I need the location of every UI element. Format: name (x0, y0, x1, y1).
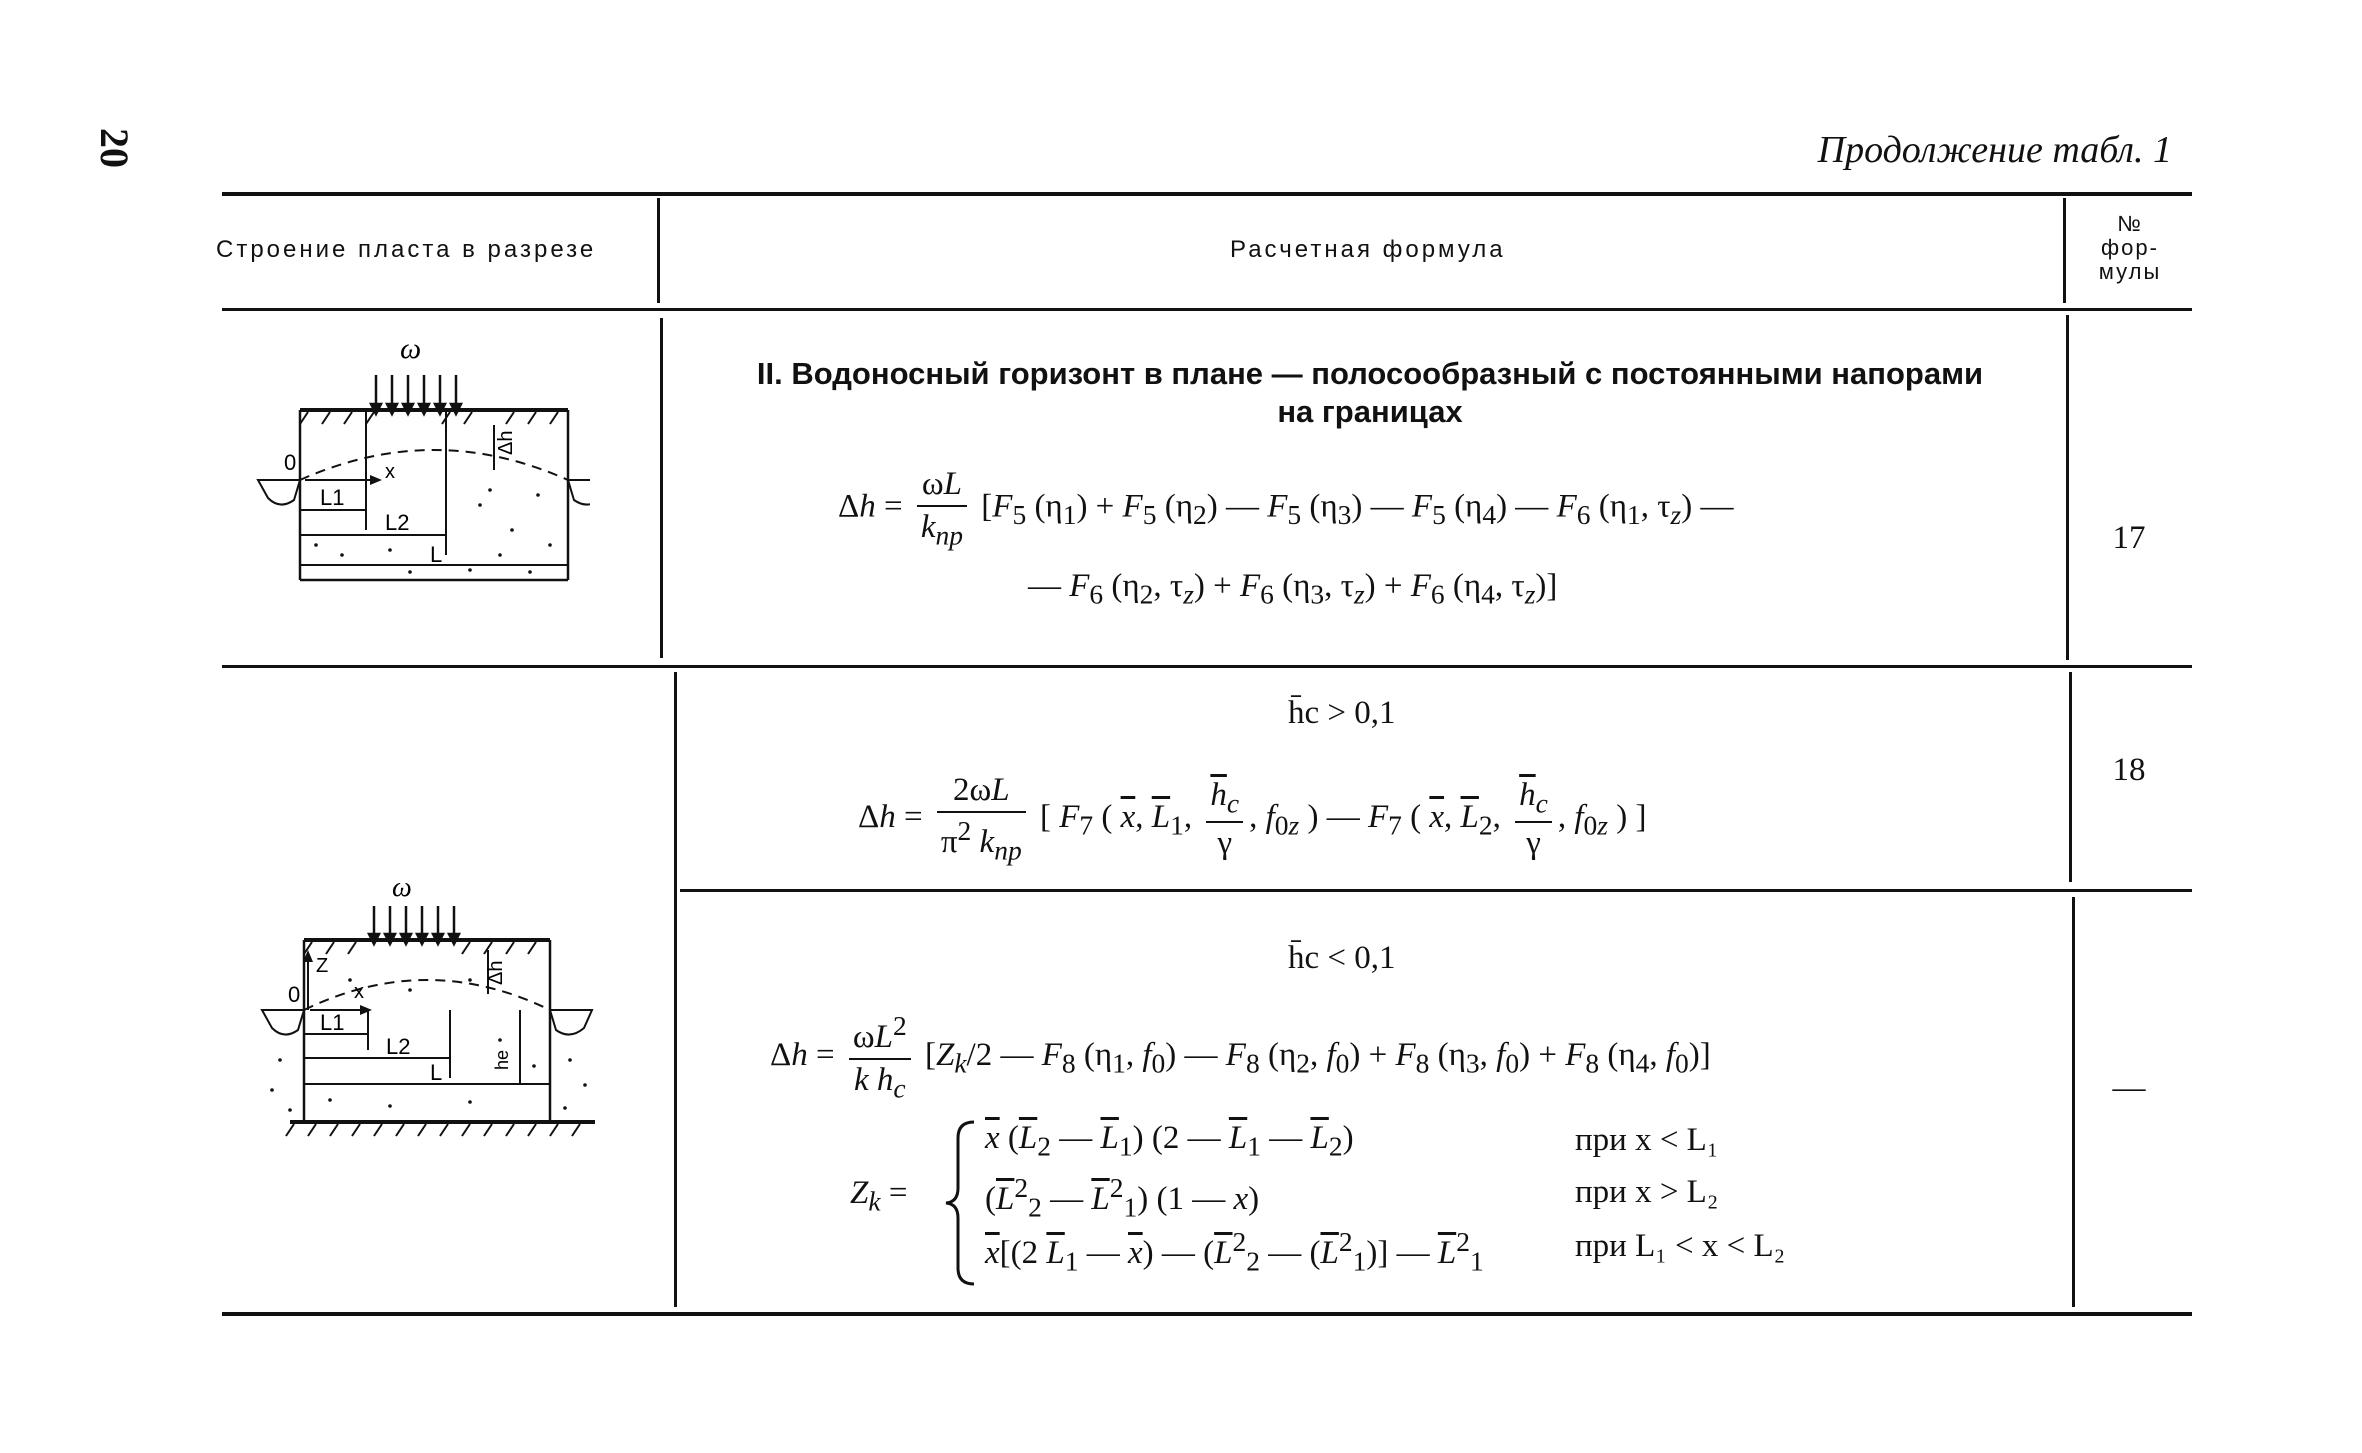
l-label-2: L (430, 1060, 443, 1085)
row2-bottom-rule (680, 889, 2192, 892)
header-num-line3: мулы (2098, 259, 2162, 284)
zk-condition-1: при x < L₁ (1575, 1122, 1719, 1158)
zk-condition-2: при x > L₂ (1575, 1174, 1719, 1210)
l-label: L (430, 542, 443, 567)
he-label: he (492, 1049, 512, 1070)
omega-label: ω (400, 332, 422, 365)
l1-label: L1 (320, 485, 345, 510)
header-bottom-rule (222, 308, 2192, 311)
zk-condition-3: при L₁ < x < L₂ (1575, 1228, 1786, 1264)
table-bottom-rule (222, 1312, 2192, 1316)
zk-case2: ($\overline{L}^2_2$ — $\overline{L}^2_1$) (1 — x) (985, 1172, 1260, 1223)
z-label: Z (316, 955, 329, 977)
row1-bottom-rule (222, 665, 2192, 668)
table-top-rule (222, 192, 2192, 196)
col2-separator-row1 (2066, 315, 2069, 660)
l2-label-2: L2 (386, 1034, 411, 1059)
omega-label-2: ω (392, 872, 412, 903)
zk-case1: $\overline{x}$ ($\overline{L}_2$ — $\overline{L}_1$) (2 — $\overline{L}_1$ — $\overline{L}_2$) (985, 1120, 1354, 1162)
formula-18: Δh = $\frac{2\omega L}{\pi^2 k_{np}}$ [ $F_7$ ( $\overline{x}$, $\overline{L}_1$, $\frac{\overline{h}_c}{\gamma}$ , $f_{0z}$ ) — $F_7$ ( $\overline{x}$, $\overline{L}_2$, $\frac{\overline{h}_c}{\gamma}$ , $f_{0z}$ ) ] (858, 772, 1647, 866)
header-formula: Расчетная формула (1230, 236, 1506, 263)
l2-label: L2 (385, 510, 410, 535)
formula-number-18: 18 (2112, 752, 2146, 788)
zk-case3: $\overline{x}[(2$ $\overline{L}_1$ — $\overline{x}$) — ($\overline{L}^2_2$ — $(\overline{L}^2_1)$] — $\overline{L}^2_1$ (985, 1226, 1484, 1277)
formula-number-row3: — (2112, 1070, 2146, 1106)
dh-label: Δh (495, 430, 517, 455)
formula-17-line1: Δh = $\frac{\omega L}{k_{np}}$ [$F_5$ $(\eta_1) + F_5$ $(\eta_2)$ — $F_5$ $(\eta_3)$ — $F_5$ $(\eta_4)$ — $F_6$ ($\eta_1$, $\tau_z$) — (838, 466, 1734, 551)
header-formula-number (2068, 212, 2192, 284)
formula-number-17: 17 (2112, 520, 2146, 556)
l1-label-2: L1 (320, 1010, 345, 1035)
formula-17-line2: — $F_6$ ($\eta_2$, $\tau_z) + F_6$ ($\eta_3$, $\tau_z) + F_6$ ($\eta_4$, $\tau_z$)] (1028, 568, 1558, 610)
zk-label: $Z_k$ = (850, 1175, 908, 1217)
aquifer-diagram-layered (250, 870, 610, 1140)
zk-brace (940, 1118, 980, 1288)
col1-separator-header (657, 198, 660, 303)
section-title (700, 355, 2040, 431)
header-num-sign: № (2117, 211, 2143, 236)
continuation-label: Продолжение табл. 1 (1817, 129, 2172, 171)
aquifer-diagram-strip (250, 330, 590, 600)
col2-separator-row2 (2069, 672, 2072, 882)
x-label-2: x (354, 981, 364, 1003)
page-number: 20 (92, 128, 137, 168)
col1-separator-row2 (674, 672, 677, 1307)
condition-hc-greater: h̄c > 0,1 (1288, 695, 1396, 731)
col2-separator-row3 (2072, 897, 2075, 1307)
formula-row3-main: Δh = $\frac{\omega L^2}{k h_c}$ [$Z_k/2$ — $F_8$ ($\eta_1$, $f_0$) — $F_8$ ($\eta_2$, $f_0) + F_8$ ($\eta_3$, $f_0) + F_8$ ($\eta_4$, $f_0$)] (770, 1010, 1711, 1104)
header-num-line2: фор- (2101, 235, 2159, 260)
zero-label-2: 0 (288, 982, 301, 1007)
x-label: x (385, 461, 395, 483)
dh-label-2: Δh (485, 960, 507, 985)
section-title-line1: II. Водоносный горизонт в плане — полосообразный с постоянными напорами (756, 356, 1984, 391)
zero-label: 0 (284, 450, 297, 475)
section-title-line2: на границах (1277, 394, 1463, 429)
col2-separator-header (2063, 198, 2066, 303)
col1-separator-row1 (660, 318, 663, 658)
condition-hc-less: h̄c < 0,1 (1288, 940, 1396, 976)
header-structure: Строение пласта в разрезе (216, 236, 597, 263)
